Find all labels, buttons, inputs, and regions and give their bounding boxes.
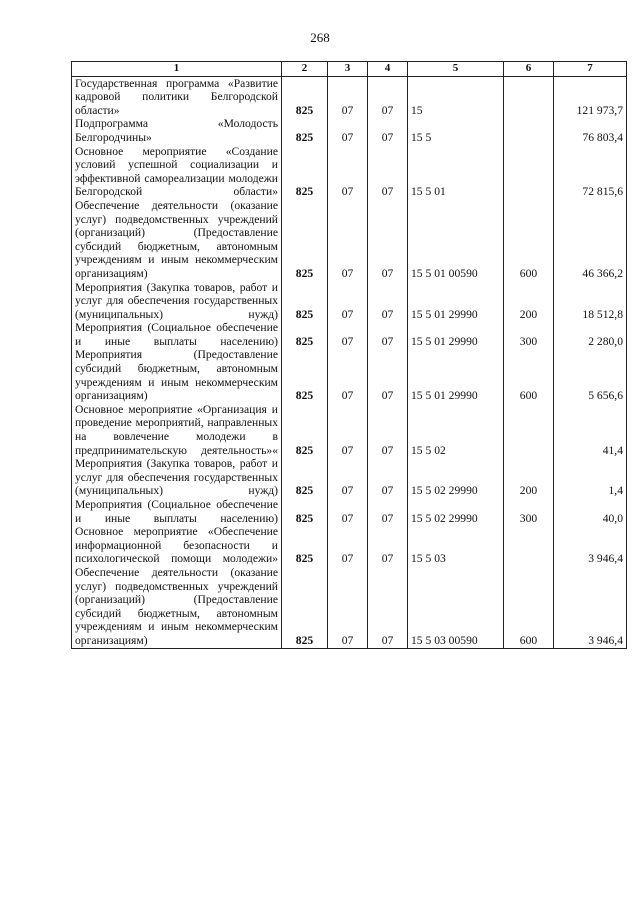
table-row xyxy=(72,348,627,402)
row-section: 07 xyxy=(328,199,368,281)
row-amount: 72 815,6 xyxy=(554,145,627,199)
row-target: 15 5 02 29990 xyxy=(408,457,504,498)
row-code: 825 xyxy=(282,76,328,117)
row-subsection: 07 xyxy=(368,498,408,525)
table-row xyxy=(72,199,627,281)
row-kind xyxy=(504,525,554,566)
row-code: 825 xyxy=(282,403,328,457)
row-amount: 40,0 xyxy=(554,498,627,525)
row-name: Мероприятия (Предоставление субсидий бюджетным, автономным учреждениям и иным некоммерческим организациям) xyxy=(72,348,282,402)
row-kind: 300 xyxy=(504,321,554,348)
row-target: 15 5 01 00590 xyxy=(408,199,504,281)
row-code: 825 xyxy=(282,498,328,525)
row-name: Основное мероприятие «Создание условий успешной социализации и эффективной самореализации молодежи Белгородской области» xyxy=(72,145,282,199)
row-target: 15 5 03 00590 xyxy=(408,566,504,648)
row-name: Мероприятия (Социальное обеспечение и иные выплаты населению) xyxy=(72,321,282,348)
header-col-4: 4 xyxy=(368,62,408,77)
row-target: 15 5 01 29990 xyxy=(408,281,504,322)
row-name: Обеспечение деятельности (оказание услуг) подведомственных учреждений (организаций) (Предоставление субсидий бюджетным, автономным учреждениям и иным некоммерческим организациям) xyxy=(72,566,282,648)
table-row xyxy=(72,457,627,498)
row-amount: 121 973,7 xyxy=(554,76,627,117)
table-header xyxy=(72,62,627,77)
row-amount: 5 656,6 xyxy=(554,348,627,402)
table-body xyxy=(72,76,627,648)
row-kind: 300 xyxy=(504,498,554,525)
table-row xyxy=(72,498,627,525)
row-target: 15 xyxy=(408,76,504,117)
row-target: 15 5 01 xyxy=(408,145,504,199)
row-code: 825 xyxy=(282,457,328,498)
row-code: 825 xyxy=(282,348,328,402)
row-target: 15 5 03 xyxy=(408,525,504,566)
table-row xyxy=(72,403,627,457)
row-kind xyxy=(504,145,554,199)
header-row xyxy=(72,62,627,77)
row-subsection: 07 xyxy=(368,525,408,566)
budget-table xyxy=(71,61,627,649)
header-col-7: 7 xyxy=(554,62,627,77)
row-section: 07 xyxy=(328,457,368,498)
header-col-1: 1 xyxy=(72,62,282,77)
row-name: Подпрограмма «Молодость Белгородчины» xyxy=(72,117,282,144)
row-section: 07 xyxy=(328,498,368,525)
row-section: 07 xyxy=(328,566,368,648)
table-row xyxy=(72,281,627,322)
row-subsection: 07 xyxy=(368,145,408,199)
row-kind xyxy=(504,117,554,144)
row-kind xyxy=(504,76,554,117)
row-kind: 600 xyxy=(504,199,554,281)
header-col-2: 2 xyxy=(282,62,328,77)
row-amount: 2 280,0 xyxy=(554,321,627,348)
row-subsection: 07 xyxy=(368,281,408,322)
header-col-5: 5 xyxy=(408,62,504,77)
row-name: Основное мероприятие «Организация и проведение мероприятий, направленных на вовлечение молодежи в предпринимательскую деятельность»« xyxy=(72,403,282,457)
row-kind: 200 xyxy=(504,281,554,322)
row-target: 15 5 01 29990 xyxy=(408,321,504,348)
row-amount: 41,4 xyxy=(554,403,627,457)
row-amount: 46 366,2 xyxy=(554,199,627,281)
row-target: 15 5 02 29990 xyxy=(408,498,504,525)
row-section: 07 xyxy=(328,403,368,457)
row-code: 825 xyxy=(282,566,328,648)
row-target: 15 5 02 xyxy=(408,403,504,457)
row-code: 825 xyxy=(282,145,328,199)
table-row xyxy=(72,117,627,144)
row-section: 07 xyxy=(328,117,368,144)
row-amount: 3 946,4 xyxy=(554,525,627,566)
row-section: 07 xyxy=(328,145,368,199)
table-row xyxy=(72,145,627,199)
row-name: Государственная программа «Развитие кадровой политики Белгородской области» xyxy=(72,76,282,117)
row-subsection: 07 xyxy=(368,117,408,144)
table-row xyxy=(72,76,627,117)
row-name: Обеспечение деятельности (оказание услуг) подведомственных учреждений (организаций) (Предоставление субсидий бюджетным, автономным учреждениям и иным некоммерческим организациям) xyxy=(72,199,282,281)
row-name: Мероприятия (Закупка товаров, работ и услуг для обеспечения государственных (муниципальных) нужд) xyxy=(72,281,282,322)
row-name: Мероприятия (Закупка товаров, работ и услуг для обеспечения государственных (муниципальных) нужд) xyxy=(72,457,282,498)
row-code: 825 xyxy=(282,525,328,566)
row-kind: 200 xyxy=(504,457,554,498)
row-subsection: 07 xyxy=(368,403,408,457)
table-row xyxy=(72,525,627,566)
row-subsection: 07 xyxy=(368,199,408,281)
row-section: 07 xyxy=(328,76,368,117)
row-subsection: 07 xyxy=(368,321,408,348)
row-section: 07 xyxy=(328,525,368,566)
row-kind: 600 xyxy=(504,348,554,402)
row-name: Основное мероприятие «Обеспечение информационной безопасности и психологической помощи молодежи» xyxy=(72,525,282,566)
row-code: 825 xyxy=(282,321,328,348)
row-section: 07 xyxy=(328,281,368,322)
row-code: 825 xyxy=(282,281,328,322)
page-number: 268 xyxy=(310,30,330,45)
row-subsection: 07 xyxy=(368,457,408,498)
row-kind xyxy=(504,403,554,457)
row-code: 825 xyxy=(282,117,328,144)
row-kind: 600 xyxy=(504,566,554,648)
row-target: 15 5 01 29990 xyxy=(408,348,504,402)
header-col-3: 3 xyxy=(328,62,368,77)
row-amount: 1,4 xyxy=(554,457,627,498)
row-section: 07 xyxy=(328,348,368,402)
row-section: 07 xyxy=(328,321,368,348)
row-name: Мероприятия (Социальное обеспечение и иные выплаты населению) xyxy=(72,498,282,525)
header-col-6: 6 xyxy=(504,62,554,77)
row-amount: 76 803,4 xyxy=(554,117,627,144)
row-target: 15 5 xyxy=(408,117,504,144)
table-row xyxy=(72,566,627,648)
row-amount: 3 946,4 xyxy=(554,566,627,648)
row-amount: 18 512,8 xyxy=(554,281,627,322)
row-code: 825 xyxy=(282,199,328,281)
row-subsection: 07 xyxy=(368,76,408,117)
row-subsection: 07 xyxy=(368,348,408,402)
row-subsection: 07 xyxy=(368,566,408,648)
table-row xyxy=(72,321,627,348)
